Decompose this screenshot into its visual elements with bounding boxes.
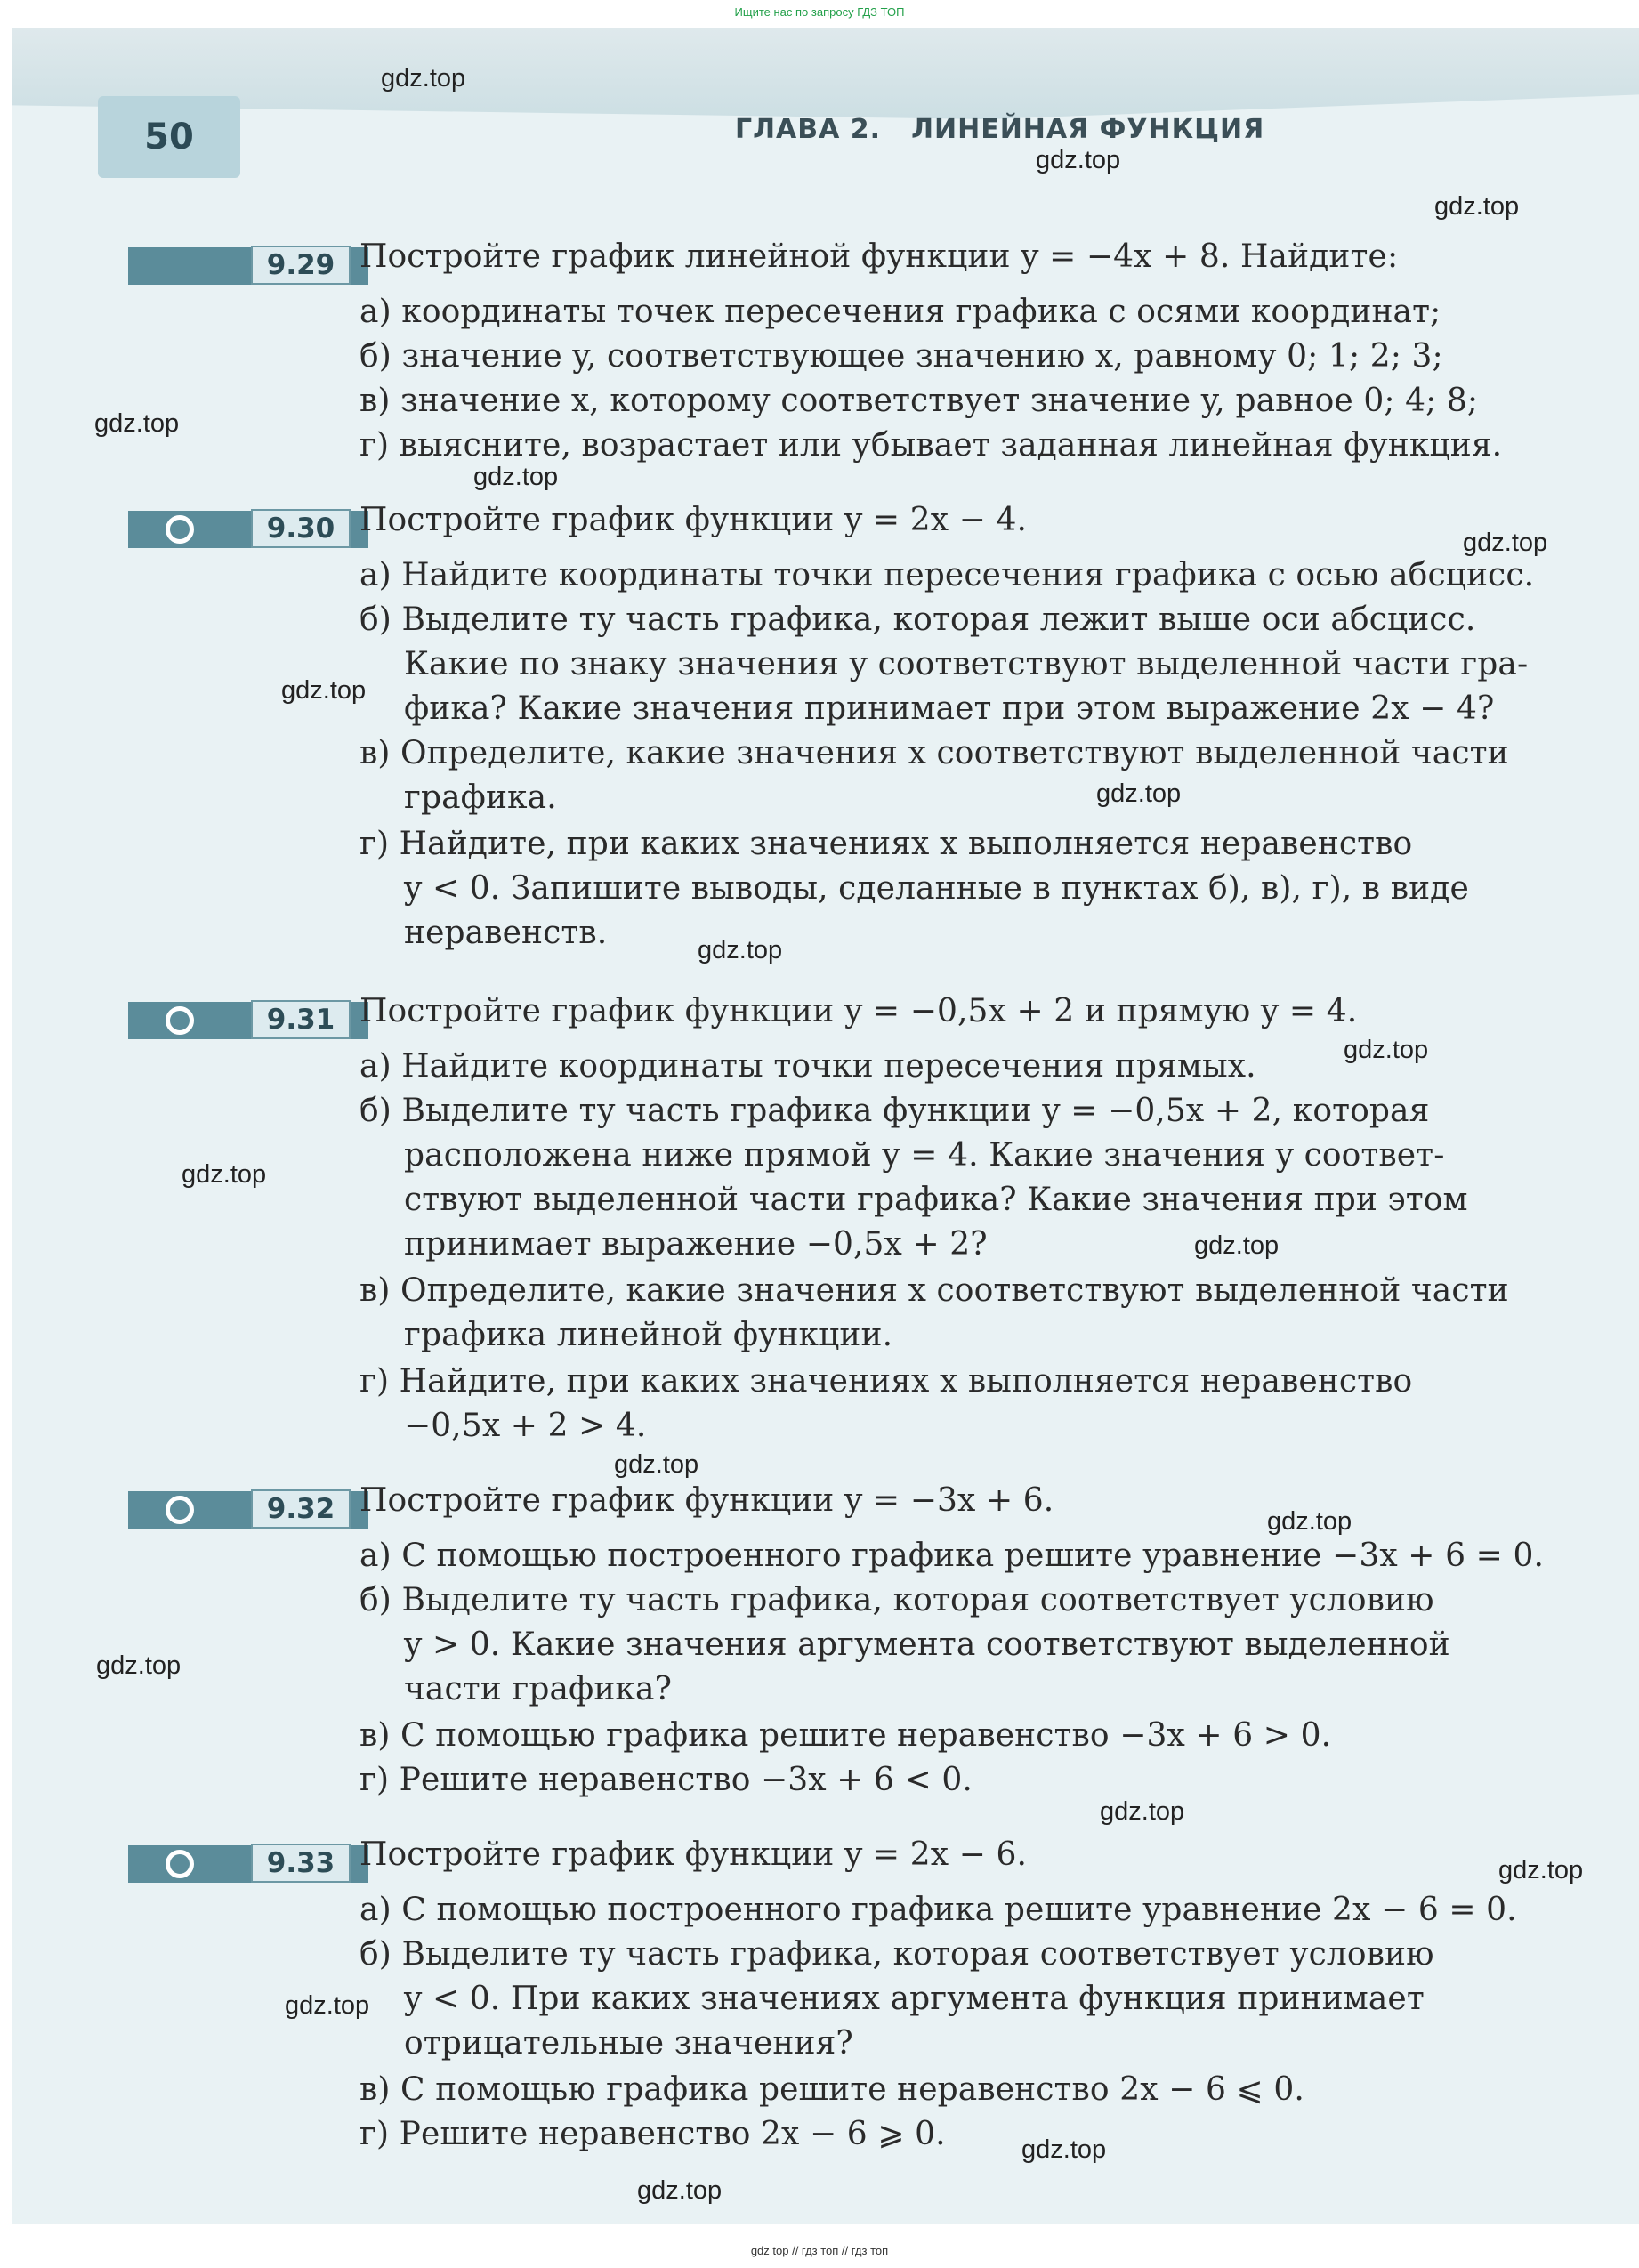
circle-marker-icon: [166, 1496, 194, 1524]
problem-line: б) Выделите ту часть графика, которая соответствует условию: [359, 1582, 1434, 1618]
watermark: gdz.top: [698, 936, 783, 965]
problem-line: y < 0. Запишите выводы, сделанные в пунктах б), в), г), в виде: [404, 870, 1469, 907]
watermark: gdz.top: [94, 409, 180, 438]
problem-line: г) Решите неравенство −3x + 6 < 0.: [359, 1762, 973, 1798]
problem-line: б) Выделите ту часть графика функции y = −0,5x + 2, которая: [359, 1093, 1430, 1129]
problem-line: Постройте график функции y = −3x + 6.: [359, 1482, 1054, 1519]
top-note: Ищите нас по запросу ГДЗ ТОП: [734, 5, 905, 19]
problem-line: Постройте график функции y = 2x − 4.: [359, 502, 1028, 538]
problem-line: Постройте график функции y = 2x − 6.: [359, 1836, 1028, 1873]
watermark: gdz.top: [473, 463, 559, 491]
watermark: gdz.top: [281, 676, 367, 705]
problem-line: в) С помощью графика решите неравенство −3x + 6 > 0.: [359, 1717, 1332, 1754]
problem-line: а) Найдите координаты точки пересечения графика с осью абсцисс.: [359, 557, 1535, 593]
problem-line: Какие по знаку значения y соответствуют выделенной части гра-: [404, 646, 1529, 682]
problem-number-9-32: 9.32: [251, 1489, 351, 1529]
watermark: gdz.top: [1434, 192, 1520, 221]
chapter-title: ЛИНЕЙНАЯ ФУНКЦИЯ: [911, 114, 1265, 145]
problem-line: фика? Какие значения принимает при этом выражение 2x − 4?: [404, 690, 1495, 727]
problem-line: части графика?: [404, 1671, 672, 1707]
problem-line: неравенств.: [404, 915, 608, 951]
chapter-heading: [735, 114, 1264, 145]
watermark: gdz.top: [1267, 1507, 1352, 1536]
watermark: gdz.top: [637, 2176, 723, 2205]
problem-line: г) выясните, возрастает или убывает заданная линейная функция.: [359, 427, 1503, 464]
problem-line: Постройте график функции y = −0,5x + 2 и прямую y = 4.: [359, 993, 1358, 1029]
problem-line: ствуют выделенной части графика? Какие значения при этом: [404, 1182, 1468, 1218]
watermark: gdz.top: [1463, 529, 1548, 557]
watermark: gdz.top: [285, 1991, 370, 2020]
problem-line: отрицательные значения?: [404, 2025, 853, 2062]
watermark: gdz.top: [1096, 779, 1182, 808]
watermark: gdz.top: [614, 1450, 699, 1479]
watermark: gdz.top: [1100, 1797, 1185, 1826]
problem-number-9-29: 9.29: [251, 246, 351, 285]
problem-line: y < 0. При каких значениях аргумента функция принимает: [404, 1981, 1425, 2017]
problem-line: б) Выделите ту часть графика, которая лежит выше оси абсцисс.: [359, 601, 1476, 638]
problem-line: а) С помощью построенного графика решите уравнение −3x + 6 = 0.: [359, 1538, 1544, 1574]
problem-line: y > 0. Какие значения аргумента соответствуют выделенной: [404, 1626, 1450, 1663]
problem-line: а) координаты точек пересечения графика с осями координат;: [359, 294, 1441, 330]
page-number: 50: [98, 96, 240, 178]
circle-marker-icon: [166, 1850, 194, 1878]
problem-line: б) Выделите ту часть графика, которая соответствует условию: [359, 1936, 1434, 1973]
watermark: gdz.top: [1498, 1856, 1584, 1885]
problem-line: г) Решите неравенство 2x − 6 ⩾ 0.: [359, 2116, 946, 2152]
watermark: gdz.top: [182, 1160, 267, 1189]
problem-line: г) Найдите, при каких значениях x выполняется неравенство: [359, 1363, 1413, 1400]
watermark: gdz.top: [1021, 2135, 1107, 2164]
problem-line: принимает выражение −0,5x + 2?: [404, 1226, 988, 1263]
problem-line: а) Найдите координаты точки пересечения прямых.: [359, 1048, 1256, 1085]
problem-line: г) Найдите, при каких значениях x выполняется неравенство: [359, 826, 1413, 862]
problem-line: графика.: [404, 779, 557, 816]
chapter-label: ГЛАВА 2.: [735, 114, 882, 145]
bottom-note: gdz top // гдз топ // гдз топ: [750, 2244, 889, 2257]
problem-line: графика линейной функции.: [404, 1317, 893, 1353]
problem-number-9-31: 9.31: [251, 1000, 351, 1039]
circle-marker-icon: [166, 515, 194, 544]
problem-line: в) Определите, какие значения x соответствуют выделенной части: [359, 735, 1509, 771]
problem-line: в) значение x, которому соответствует значение y, равное 0; 4; 8;: [359, 383, 1479, 419]
problem-number-9-33: 9.33: [251, 1844, 351, 1883]
watermark: gdz.top: [1344, 1036, 1429, 1064]
watermark: gdz.top: [1036, 146, 1121, 174]
problem-line: а) С помощью построенного графика решите уравнение 2x − 6 = 0.: [359, 1892, 1517, 1928]
watermark: gdz.top: [381, 64, 466, 93]
problem-line: −0,5x + 2 > 4.: [404, 1408, 647, 1444]
problem-line: в) С помощью графика решите неравенство 2x − 6 ⩽ 0.: [359, 2071, 1304, 2108]
problem-line: в) Определите, какие значения x соответствуют выделенной части: [359, 1272, 1509, 1309]
watermark: gdz.top: [96, 1651, 182, 1680]
problem-line: расположена ниже прямой y = 4. Какие значения y соответ-: [404, 1137, 1445, 1174]
problem-line: б) значение y, соответствующее значению x, равному 0; 1; 2; 3;: [359, 338, 1443, 375]
watermark: gdz.top: [1194, 1231, 1280, 1260]
problem-line: Постройте график линейной функции y = −4x + 8. Найдите:: [359, 238, 1399, 275]
problem-number-9-30: 9.30: [251, 509, 351, 548]
circle-marker-icon: [166, 1006, 194, 1035]
